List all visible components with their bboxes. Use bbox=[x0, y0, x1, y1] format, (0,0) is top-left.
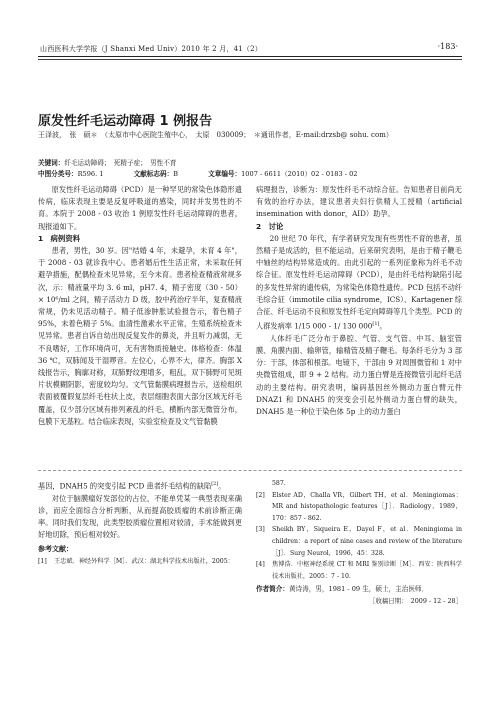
reference-number: [4] bbox=[256, 561, 265, 569]
discussion-paragraph-2: 人体纤毛广泛分布于鼻腔、气管、支气管、中耳、脑室管膜、角膜内面、输卵管，输精管及精子鞭毛。每条纤毛分为 3 部分：干部，体部和根部。电镜下，干部由 9 对周围微管和 1 对中央微管组成，即 9 + 2 结构。动力蛋白臂是连接微管引起纤毛活动的主要结构。研究表明，编码基因丝外侧动力蛋白臂元件 DNAZ1 和 DNAH5 的突变会引起外侧动力蛋白臂的缺失，DNAH5 是一种位于染色体 5p 上的动力蛋白 bbox=[256, 333, 462, 417]
conclusion-paragraph: 对位于脑膜瘤好发部位的占位，不能单凭某一典型表现来确诊，而应全面综合分析判断，从而提高胶质瘤的术前诊断正确率。同时我们发现，此类型胶质瘤位置相对较清，手术能做到更好地切除，预后相对较好。 bbox=[38, 493, 242, 540]
reference-item bbox=[256, 490, 462, 525]
keywords-line bbox=[38, 157, 176, 167]
reference-item bbox=[256, 559, 462, 582]
article-title: 原发性纤毛运动障碍 1 例报告 bbox=[38, 114, 213, 129]
discussion-paragraph-1 bbox=[256, 233, 462, 333]
code-label: 文献标志码： bbox=[133, 170, 174, 178]
column-left-bottom bbox=[38, 478, 242, 567]
journal-header: 山西医科大学学报（J Shanxi Med Univ）2010 年 2 月，41（2） bbox=[40, 45, 262, 53]
page-number: ·183· bbox=[437, 42, 458, 51]
diagnosis-paragraph: 病理报告，诊断为：原发性纤毛不动综合征。告知患者目前尚无有效的治疗办法，建议患者夫妇行供精人工授精（artificial insemination with donor，AID）助孕。 bbox=[256, 185, 462, 219]
reference-number: [3] bbox=[256, 526, 265, 534]
column-right-top bbox=[256, 184, 462, 418]
code-value: B bbox=[173, 170, 179, 178]
reference-text: Elster AD，Challa VR，Gilbert TH，et al．Meningiomas：MR and histopathologic features［J］．Radiology，1989，170：857 - 862. bbox=[272, 491, 462, 522]
article-authors: 王泽波， 张 硕＊ （太原市中心医院生殖中心， 太原 030009； ＊通讯作者，E-mail:drzsb@ sohu. com） bbox=[38, 131, 393, 139]
header-rule-thin bbox=[38, 59, 462, 60]
received-date: ［收稿日期： 2009 - 12 - 28］ bbox=[369, 597, 462, 606]
section-heading-discussion: 2 讨论 bbox=[256, 221, 284, 231]
intro-paragraph: 原发性纤毛运动障碍（PCD）是一种罕见的常染色体隐形遗传病，临床表现主要是反复呼吸道的感染，同时并发男性的不育。本院于 2008 - 03 收治 1 例原发性纤毛运动障碍的患者，现报道如下。 bbox=[38, 185, 242, 231]
discussion-text-1: 20 世纪 70 年代，有学者研究发现有些男性不育的患者，虽然精子是成活的，但不能运动，后来研究表明，是由于精子鞭毛中轴丝的结构异常造成的。由此引起的一系列征象称为纤毛不动综合征。原发性纤毛运动障碍（PCD），是由纤毛结构缺陷引起的多发性异常的遗传病，为常染色体隐性遗传。PCD 包括不动纤毛综合征（immotile cilia syndrome，ICS）、Kartagener 综合征、纤毛运动不良和原发性纤毛定向障碍等几个类型。PCD 的人群发病率 1/15 000 - 1/ 130 000 bbox=[256, 233, 462, 331]
continuation-end: 。 bbox=[218, 481, 226, 491]
column-left-top bbox=[38, 184, 242, 428]
references-heading: 参考文献： bbox=[38, 545, 73, 554]
code-field bbox=[134, 168, 178, 178]
author-bio-label: 作者简介： bbox=[256, 585, 289, 594]
reference-item bbox=[256, 524, 462, 559]
classification-line bbox=[38, 168, 462, 178]
article-id-value: 1007 - 6611（2010）02 - 0183 - 02 bbox=[241, 170, 358, 178]
reference-number: [1] bbox=[38, 557, 47, 565]
continuation-text: 基因，DNAH5 的突变引起 PCD 患者纤毛结构的缺陷 bbox=[38, 481, 212, 491]
column-right-bottom bbox=[256, 478, 462, 608]
article-id-label: 文章编号： bbox=[208, 170, 242, 178]
references-list bbox=[38, 556, 242, 568]
reference-text: 焦博浩．中枢神经系统 CT 和 MRI 鉴别诊断［M］．西安：陕西科学技术出版社，2005：7 - 10. bbox=[272, 561, 462, 580]
reference-text: 587. bbox=[272, 480, 286, 487]
author-bio bbox=[256, 584, 462, 595]
reference-number: [2] bbox=[256, 491, 265, 499]
keywords-value: 纤毛运动障碍； 死精子症； 男性不育 bbox=[64, 159, 177, 167]
continuation-paragraph bbox=[38, 478, 242, 493]
column-separator bbox=[38, 470, 462, 471]
header-rule bbox=[38, 56, 462, 57]
reference-text: Sheikh BY，Siqueira E，Dayel F，et al．Meningioma in children：a report of nine cases and review of the literature［J］．Surg Neurol，1996，45：328. bbox=[272, 526, 462, 557]
reference-text: 王忠斌．神经外科学［M］．武汉：湖北科学技术出版社，2005： bbox=[54, 557, 234, 565]
reference-item bbox=[38, 556, 242, 568]
citation-2: [2] bbox=[211, 481, 219, 487]
discussion-end-1: 。 bbox=[379, 321, 387, 331]
article-id-field bbox=[208, 168, 357, 178]
case-paragraph: 患者，男性，30 岁。因"结婚 4 年，未避孕，未育 4 年"，于 2008 - 03 就诊我中心。患者婚后性生活正常，未采取任何避孕措施，配偶检查未见异常，至今未育。患者检查精液常规多次，示：精液量平均 3. 6 ml，pH7. 4，精子密度（30 - 50）× 10⁶/ml 之间，精子活动力 D 级，胶中药治疗半年，复查精液常规，仍未见活动精子。精子低渗肿胀试验报告示，着色精子 95%，未着色精子 5%。血清性激素水平正常，生殖系统检查未见异常。患者自诉自幼出现反复发作的鼻炎，并且听力减弱，无不良嗜好，工作环境尚可，无有害物质接触史。体格检查：体温 36 ℃，双肺闻及干湿啰音。左位心，心界不大，律齐。胸部 X 线报告示，胸廓对称，双肺野纹理增多，粗乱，双下肺野可见斑片状模糊阴影，密度较均匀。文气管黏膜病理报告示，送检组织表面被覆假复层纤毛柱状上皮，表层细胞表面大部分区域无纤毛覆盖，仅少部分区域有排列紊乱的纤毛，横断内部无微管分布，包膜下无基粒。结合临床表现，实验室检查及文气管黏膜 bbox=[38, 246, 242, 426]
clc-label: 中图分类号： bbox=[38, 170, 78, 178]
references-list-continued bbox=[256, 478, 462, 582]
keywords-label: 关键词： bbox=[38, 159, 65, 167]
citation-1: [1] bbox=[372, 321, 380, 328]
section-heading-case: 1 病例资料 bbox=[38, 233, 81, 243]
author-bio-text: 黄诗涛，男，1981 - 09 生，硕士，主治医师． bbox=[288, 585, 429, 594]
clc-value: R596. 1 bbox=[77, 170, 104, 178]
reference-item bbox=[256, 478, 462, 490]
clc-field bbox=[38, 168, 104, 178]
